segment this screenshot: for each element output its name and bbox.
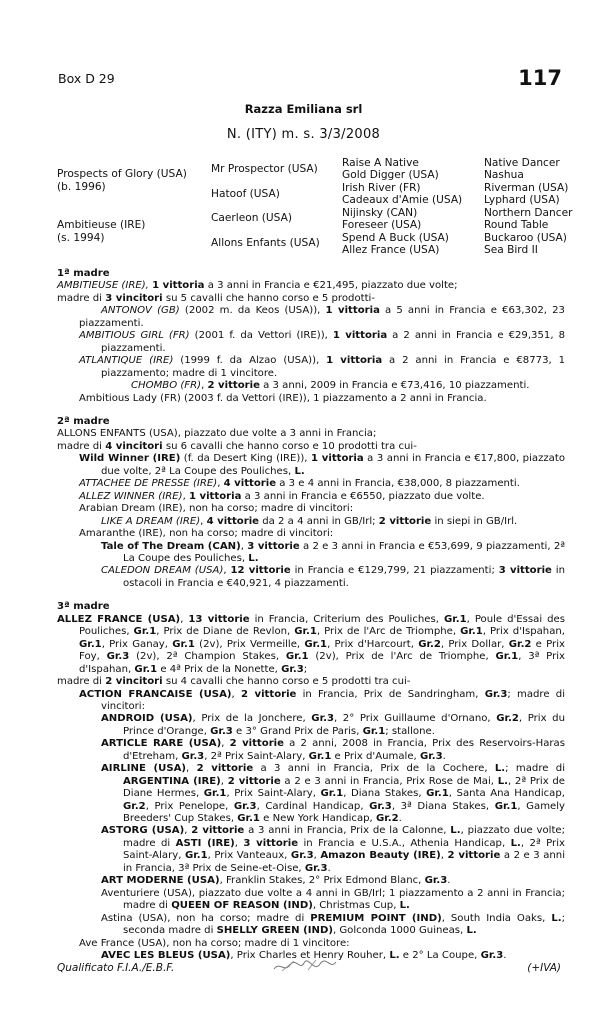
wins: 2 vittorie — [227, 775, 281, 787]
text: su 6 cavalli che hanno corso e 10 prodotti tra cui- — [162, 440, 417, 452]
text: a 2 anni in Francia e €29,351, 8 piazzamenti. — [101, 330, 565, 354]
horse-description: N. (ITY) m. s. 3/3/2008 — [226, 127, 381, 142]
grade: Gr.1 — [494, 800, 518, 812]
text: , Prix de l'Arc de Triomphe, — [316, 626, 461, 638]
grade: Gr.1 — [443, 613, 467, 625]
text: a 2 anni in Francia e €8773, 1 piazzamento; madre di 1 vincitore. — [101, 355, 565, 379]
produce-entry — [57, 713, 565, 738]
text: , — [221, 738, 230, 750]
horse-name: CHOMBO (FR) — [131, 380, 202, 392]
text: e New York Handicap, — [259, 813, 376, 825]
produce-summary — [57, 441, 565, 453]
text: e 3° Grand Prix de Paris, — [232, 725, 363, 737]
wins: 1 vittoria — [310, 453, 364, 465]
grade: L. — [248, 552, 259, 564]
grade: L. — [399, 900, 410, 912]
text: , Prix d'Harcourt, — [327, 638, 419, 650]
text: , Poule d'Essai des Pouliches, — [79, 613, 566, 638]
ped-col4-4: Northern Dancer — [484, 207, 573, 219]
horse-name: SHELLY GREEN (IND) — [216, 925, 333, 937]
horse-name: ATLANTIQUE (IRE) — [79, 355, 174, 367]
horse-name: AIRLINE (USA) — [101, 763, 187, 775]
text: (2v), Prix Vermeille, — [194, 638, 305, 650]
text: e 2° La Coupe, — [399, 950, 481, 962]
horse-name: ART MODERNE (USA) — [101, 875, 220, 887]
produce-entry: Arabian Dream (IRE), non ha corso; madre di vincitori: — [79, 503, 354, 515]
text: , Prix Dollar, — [440, 638, 509, 650]
text: e Prix Foy, — [79, 638, 565, 663]
grade: Gr.1 — [320, 788, 344, 800]
ped-col3-5: Foreseer (USA) — [342, 219, 422, 231]
produce-entry — [57, 478, 565, 490]
text: a 2 e 3 anni in Francia, 3ª Prix de Seine-et-Oise, — [123, 850, 566, 874]
produce-entry — [57, 380, 565, 392]
produce-entry — [57, 738, 565, 763]
text: . — [398, 813, 402, 825]
text: . — [503, 950, 507, 962]
wins: 2 vittorie — [447, 850, 501, 862]
grade: Gr.3 — [480, 950, 504, 962]
text: , — [223, 565, 231, 577]
text: , — [313, 850, 321, 862]
grade: Gr.1 — [304, 638, 328, 650]
grade: Gr.3 — [290, 850, 314, 862]
wins: 3 vittorie — [247, 540, 300, 552]
wins: 2 vittorie — [207, 380, 260, 392]
seller-name: Razza Emiliana srl — [244, 102, 363, 116]
wins: 12 vittorie — [230, 565, 291, 577]
wins: 1 vittoria — [325, 305, 380, 317]
text: su 5 cavalli che hanno corso e 5 prodotti- — [162, 292, 375, 304]
grade: Gr.3 — [106, 651, 130, 663]
horse-name: Amazon Beauty (IRE) — [320, 850, 441, 862]
family-text — [57, 268, 565, 962]
wins: 2 vittorie — [191, 825, 245, 837]
text: Astina (USA), non ha corso; madre di — [101, 912, 311, 924]
produce-entry — [57, 541, 565, 566]
grade: L. — [466, 925, 477, 937]
horse-name: ARGENTINA (IRE) — [123, 775, 221, 787]
ped-col4-0: Native Dancer — [484, 157, 560, 169]
grade: L. — [497, 775, 508, 787]
text: (1999 f. da Alzao (USA)), — [173, 355, 327, 367]
grade: Gr.3 — [304, 862, 328, 874]
grade: Gr.1 — [362, 725, 386, 737]
horse-name: ACTION FRANCAISE (USA) — [79, 688, 232, 700]
winners: 3 vincitori — [105, 292, 163, 304]
text: a 5 anni in Francia e €63,302, 23 piazzamenti. — [79, 305, 565, 329]
grade: Gr.1 — [495, 651, 519, 663]
ped-col3-3: Cadeaux d'Amie (USA) — [342, 194, 463, 206]
produce-entry — [57, 875, 565, 887]
text: , Prix Ganay, — [101, 638, 173, 650]
text: , piazzato due volte; madre di — [123, 825, 566, 849]
produce-entry: Amaranthe (IRE), non ha corso; madre di vincitori: — [79, 528, 334, 540]
dam-line: ALLONS ENFANTS (USA), piazzato due volte a 3 anni in Francia; — [57, 428, 377, 440]
text: , Franklin Stakes, 2° Prix Edmond Blanc, — [219, 875, 425, 887]
wins: 13 vittorie — [188, 613, 250, 625]
grade: Gr.1 — [203, 788, 227, 800]
granddam-sire: Hatoof (USA) — [211, 188, 280, 200]
grade: Gr.3 — [181, 750, 205, 762]
produce-entry: Ave France (USA), non ha corso; madre di 1 vincitore: — [79, 937, 350, 949]
text: , 2ª Prix de Diane Hermes, — [123, 775, 566, 800]
ped-col4-3: Lyphard (USA) — [484, 194, 560, 206]
horse-name: ATTACHEE DE PRESSE (IRE) — [79, 478, 218, 490]
ped-col3-2: Irish River (FR) — [342, 182, 421, 194]
grade: Gr.3 — [369, 800, 392, 812]
grade: L. — [294, 465, 305, 477]
text: a 3 anni, 2009 in Francia e €73,416, 10 piazzamenti. — [259, 380, 530, 392]
horse-name: CALEDON DREAM (USA) — [101, 565, 224, 577]
ped-col4-1: Nashua — [484, 169, 524, 181]
text: , — [200, 515, 207, 527]
horse-name: AMBITIOUS GIRL (FR) — [79, 330, 190, 342]
text: , Christmas Cup, — [312, 900, 400, 912]
qualification-note: Qualificato F.I.A./E.B.F. — [57, 962, 175, 974]
text: a 3 e 4 anni in Francia, €38,000, 8 piazzamenti. — [276, 478, 520, 490]
text: in Francia, Criterium des Pouliches, — [249, 613, 444, 625]
horse-name: AVEC LES BLEUS (USA) — [101, 950, 231, 962]
grade: Gr.3 — [311, 713, 334, 725]
text: , Prix de la Jonchere, — [192, 713, 312, 725]
grandsire-sire: Mr Prospector (USA) — [211, 163, 318, 175]
sire-name: Prospects of Glory (USA) — [57, 168, 187, 180]
text: . — [442, 750, 446, 762]
produce-entry — [57, 516, 565, 528]
produce-entry — [57, 305, 565, 330]
text: , Prix de Diane de Revlon, — [156, 626, 295, 638]
horse-name: ALLEZ WINNER (IRE) — [79, 490, 183, 502]
wins: 2 vittorie — [240, 688, 297, 700]
dam-line — [57, 280, 565, 292]
text: , 3ª Diana Stakes, — [391, 800, 495, 812]
text: a 3 anni in Francia e €6550, piazzato due volte. — [241, 490, 485, 502]
ped-col3-7: Allez France (USA) — [342, 244, 440, 256]
ped-col3-4: Nijinsky (CAN) — [342, 207, 418, 219]
winners: 4 vincitori — [105, 440, 163, 452]
text: (2002 m. da Keos (USA)), — [179, 305, 326, 317]
grade: Gr.2 — [418, 638, 441, 650]
grade: Gr.2 — [123, 800, 146, 812]
text: a 2 anni, 2008 in Francia, Prix des Reservoirs-Haras d'Etreham, — [123, 738, 565, 762]
grade: Gr.3 — [210, 725, 233, 737]
text: a 3 anni in Francia, Prix de la Calonne, — [244, 825, 451, 837]
wins: 2 vittorie — [378, 515, 432, 527]
horse-name: PREMIUM POINT (IND) — [310, 912, 442, 924]
wins: 1 vittoria — [188, 490, 242, 502]
text: , Prix Penelope, — [145, 800, 234, 812]
produce-entry — [57, 453, 565, 478]
horse-name: AMBITIEUSE (IRE), — [57, 280, 153, 292]
section-heading-third-dam: 3ª madre — [57, 601, 110, 613]
wins: 1 vittoria — [326, 355, 383, 367]
text: , 3ª Prix d'Ispahan, — [79, 651, 566, 675]
ped-col4-6: Buckaroo (USA) — [484, 232, 567, 244]
grade: L. — [510, 837, 521, 849]
grade: Gr.1 — [79, 638, 102, 650]
text: (2v), Prix de l'Arc de Triomphe, — [308, 651, 496, 663]
wins: 4 vittorie — [206, 515, 260, 527]
text: (f. da Desert King (IRE)), — [180, 453, 311, 465]
wins: 2 vittorie — [196, 763, 254, 775]
produce-entry — [57, 491, 565, 503]
dam-name: Ambitieuse (IRE) — [57, 219, 146, 231]
text: ; madre di vincitori: — [101, 688, 565, 712]
text: in Francia, Prix de Sandringham, — [296, 688, 485, 700]
text: , Gamely Breeders' Cup Stakes, — [123, 800, 566, 825]
text: , Cardinal Handicap, — [256, 800, 370, 812]
produce-entry — [57, 330, 565, 355]
text: ; seconda madre di — [123, 912, 566, 937]
text: , Prix du Prince d'Orange, — [123, 713, 565, 737]
text: , Prix Charles et Henry Rouher, — [230, 950, 390, 962]
horse-name: ANDROID (USA) — [101, 713, 193, 725]
ped-col4-2: Riverman (USA) — [484, 182, 569, 194]
produce-entry — [57, 888, 565, 913]
grade: Gr.1 — [237, 813, 260, 825]
text: , 2ª Prix Saint-Alary, — [204, 750, 309, 762]
grade: Gr.3 — [281, 663, 304, 675]
grade: Gr.2 — [508, 638, 532, 650]
grade: Gr.3 — [419, 750, 443, 762]
produce-entry — [57, 913, 565, 938]
horse-name: ARTICLE RARE (USA) — [101, 738, 222, 750]
horse-name: Wild Winner (IRE) — [79, 453, 181, 465]
text: a 3 anni in Francia e €17,800, piazzato due volte, 2ª La Coupe des Pouliches, — [101, 453, 565, 477]
produce-entry — [57, 763, 565, 825]
text: , Golconda 1000 Guineas, — [332, 925, 467, 937]
winners: 2 vincitori — [105, 676, 163, 688]
grade: L. — [450, 825, 461, 837]
produce-entry: Ambitious Lady (FR) (2003 f. da Vettori (IRE)), 1 piazzamento a 2 anni in Francia. — [79, 392, 487, 404]
grade: Gr.1 — [133, 626, 157, 638]
produce-entry — [57, 565, 565, 590]
text: in ostacoli in Francia e €40,921, 4 piazzamenti. — [123, 565, 566, 589]
text: Aventuriere (USA), piazzato due volte a 4 anni in GB/Irl; 1 piazzamento a 2 anni in Francia; madre di — [101, 887, 565, 912]
grade: Gr.1 — [426, 788, 449, 800]
section-heading-first-dam: 1ª madre — [57, 268, 110, 279]
text: , — [186, 763, 197, 775]
grade: L. — [494, 763, 506, 775]
grade: Gr.3 — [484, 688, 508, 700]
text: , Diana Stakes, — [343, 788, 427, 800]
wins: 4 vittorie — [223, 478, 277, 490]
grade: L. — [551, 912, 562, 924]
produce-summary — [57, 293, 565, 305]
text: . — [327, 862, 331, 874]
grade: Gr.3 — [424, 875, 448, 887]
text: a 3 anni in Francia e €21,495, piazzato due volte; — [204, 280, 458, 292]
horse-name: ANTONOV (GB) — [101, 305, 180, 317]
produce-entry — [57, 825, 565, 875]
ped-col4-5: Round Table — [484, 219, 549, 231]
text: ; — [303, 663, 308, 675]
text: , Santa Ana Handicap, — [448, 788, 565, 800]
text: (2v), 2ª Champion Stakes, — [129, 651, 286, 663]
text: in Francia e €129,799, 21 piazzamenti; — [290, 565, 499, 577]
text: a 3 anni in Francia, Prix de la Cochere, — [253, 763, 495, 775]
text: , — [184, 825, 192, 837]
text: madre di — [57, 440, 106, 452]
lot-number: 117 — [518, 66, 562, 90]
text: in siepi in GB/Irl. — [431, 515, 518, 527]
section-heading-second-dam: 2ª madre — [57, 415, 110, 427]
ped-col3-0: Raise A Native — [342, 157, 419, 169]
text: e 4ª Prix de la Nonette, — [157, 663, 282, 675]
grade: Gr.1 — [172, 638, 195, 650]
text: ; madre di — [505, 763, 566, 775]
text: , — [231, 688, 241, 700]
text: , Prix Saint-Alary, — [226, 788, 321, 800]
grade: Gr.1 — [308, 750, 332, 762]
horse-name: ASTORG (USA) — [101, 825, 185, 837]
text: madre di — [57, 292, 106, 304]
text: in Francia e U.S.A., Athenia Handicap, — [298, 837, 511, 849]
ped-col4-7: Sea Bird II — [484, 244, 538, 256]
text: , — [240, 540, 248, 552]
grade: L. — [389, 950, 400, 962]
text: ; stallone. — [385, 725, 435, 737]
text: , 2° Prix Guillaume d'Ornano, — [333, 713, 497, 725]
horse-name: Tale of The Dream (CAN) — [101, 540, 241, 552]
horse-name: ALLEZ FRANCE (USA) — [57, 613, 181, 625]
signature-icon — [270, 955, 340, 977]
grandsire-dam: Caerleon (USA) — [211, 212, 292, 224]
text: a 2 e 3 anni in Francia, Prix Rose de Mai, — [280, 775, 498, 787]
dam-line — [57, 614, 565, 676]
produce-entry — [57, 689, 565, 714]
text: e Prix d'Aumale, — [331, 750, 420, 762]
sire-year: (b. 1996) — [57, 181, 106, 193]
text: , Prix d'Ispahan, — [482, 626, 566, 638]
text: , — [220, 775, 228, 787]
text: madre di — [57, 676, 106, 688]
text: , — [217, 478, 224, 490]
ped-col3-1: Gold Digger (USA) — [342, 169, 439, 181]
text: a 2 e 3 anni in Francia e €53,699, 9 piazzamenti, 2ª La Coupe des Pouliches, — [123, 540, 565, 564]
text: (2001 f. da Vettori (IRE)), — [189, 330, 333, 342]
text: , South India Oaks, — [441, 912, 552, 924]
wins: 1 vittoria — [332, 330, 388, 342]
box-number: Box D 29 — [58, 71, 115, 86]
granddam-dam: Allons Enfants (USA) — [211, 237, 320, 249]
grade: Gr.3 — [233, 800, 257, 812]
grade: Gr.1 — [460, 626, 483, 638]
text: , — [440, 850, 448, 862]
horse-name: LIKE A DREAM (IRE) — [101, 515, 201, 527]
dam-year: (s. 1994) — [57, 232, 105, 244]
horse-name: ASTI (IRE) — [175, 837, 235, 849]
text: , — [180, 613, 189, 625]
wins: 1 vittoria — [152, 280, 205, 292]
produce-entry — [57, 355, 565, 380]
wins: 2 vittorie — [229, 738, 284, 750]
wins: 3 vittorie — [498, 565, 552, 577]
horse-name: QUEEN OF REASON (IND) — [171, 900, 313, 912]
text: da 2 a 4 anni in GB/Irl; — [259, 515, 379, 527]
vat-note: (+IVA) — [527, 962, 561, 974]
text: , Prix Vanteaux, — [207, 850, 291, 862]
grade: Gr.2 — [375, 813, 399, 825]
produce-summary — [57, 676, 565, 688]
text: , — [234, 837, 244, 849]
text: , — [201, 380, 208, 392]
grade: Gr.1 — [184, 850, 208, 862]
grade: Gr.2 — [496, 713, 519, 725]
text: , — [182, 490, 189, 502]
text: su 4 cavalli che hanno corso e 5 prodotti tra cui- — [162, 676, 411, 688]
ped-col3-6: Spend A Buck (USA) — [342, 232, 449, 244]
text: , 2ª Prix Saint-Alary, — [123, 837, 565, 862]
grade: Gr.1 — [285, 651, 309, 663]
grade: Gr.1 — [134, 663, 158, 675]
text: . — [447, 875, 451, 887]
grade: Gr.1 — [294, 626, 317, 638]
wins: 3 vittorie — [243, 837, 299, 849]
